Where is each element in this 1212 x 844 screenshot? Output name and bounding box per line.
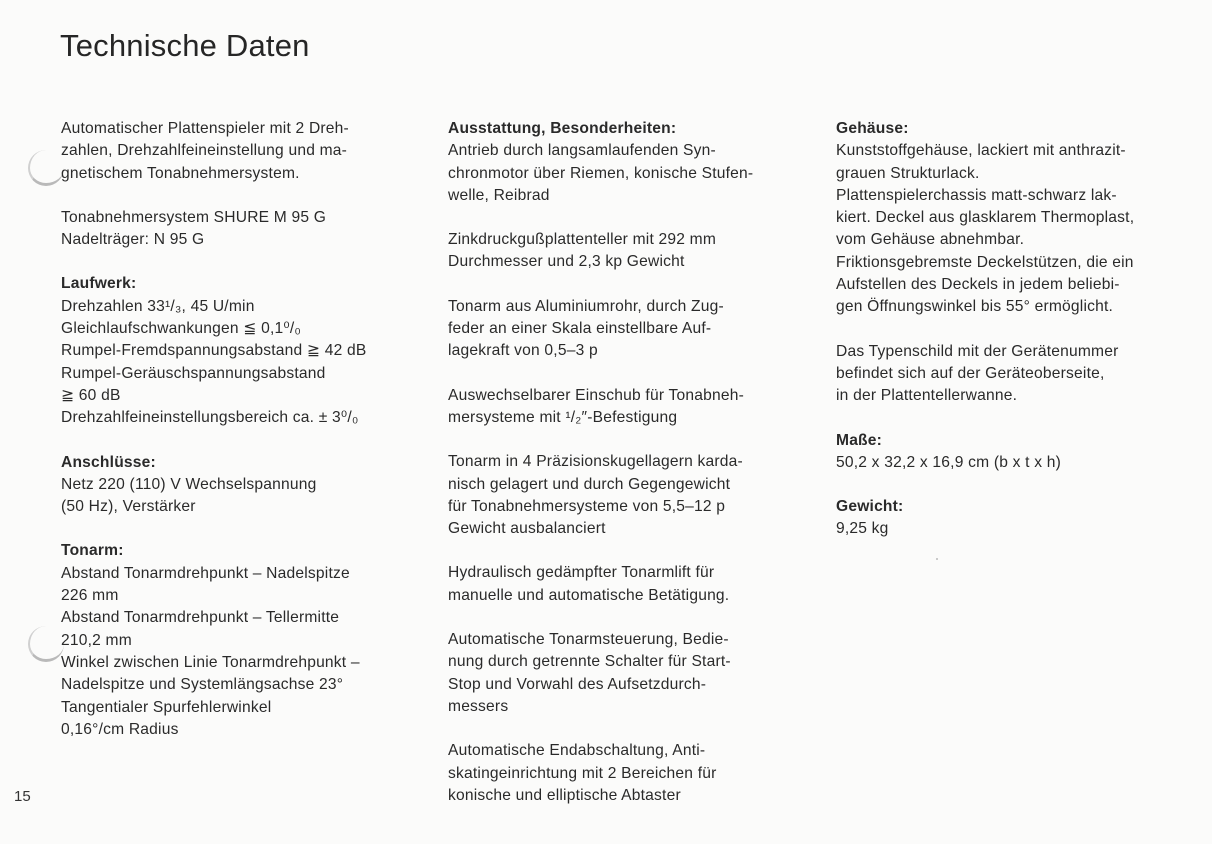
spec-line: mersysteme mit ¹/₂″-Befestigung <box>448 408 678 426</box>
spec-line: Tonabnehmersystem SHURE M 95 G <box>61 208 327 226</box>
spec-line: Tonarm aus Aluminiumrohr, durch Zug- <box>448 297 724 315</box>
spec-line: Automatischer Plattenspieler mit 2 Dreh- <box>61 120 349 137</box>
spec-line: Gewicht ausbalanciert <box>448 520 606 538</box>
column-left <box>61 118 426 763</box>
spec-block <box>836 430 1181 475</box>
spec-block <box>448 118 808 207</box>
spec-line: gnetischem Tonabnehmersystem. <box>61 164 300 182</box>
column-middle <box>448 118 808 829</box>
spec-line: Nadelträger: N 95 G <box>61 231 205 249</box>
spec-line: nung durch getrennte Schalter für Start- <box>448 653 731 671</box>
spec-line: Aufstellen des Deckels in jedem beliebi- <box>836 276 1120 294</box>
spec-line: Abstand Tonarmdrehpunkt – Tellermitte <box>61 609 340 627</box>
spec-line: grauen Strukturlack. <box>836 164 980 182</box>
spec-line: Automatische Endabschaltung, Anti- <box>448 742 706 760</box>
spec-line: Kunststoffgehäuse, lackiert mit anthrazit- <box>836 142 1126 160</box>
spec-line: Das Typenschild mit der Gerätenummer <box>836 342 1119 360</box>
spec-line: zahlen, Drehzahlfeineinstellung und ma- <box>61 142 348 160</box>
spec-line: 50,2 x 32,2 x 16,9 cm (b x t x h) <box>836 453 1062 471</box>
section-heading: Laufwerk: <box>61 275 137 293</box>
spec-block <box>61 540 426 741</box>
spec-block <box>448 385 808 430</box>
spec-line: ≧ 60 dB <box>61 386 121 404</box>
spec-block <box>448 629 808 718</box>
spec-block <box>61 273 426 429</box>
spec-line: Friktionsgebremste Deckelstützen, die ein <box>836 253 1134 271</box>
section-heading: Tonarm: <box>61 542 124 560</box>
punch-hole-mark <box>28 626 64 662</box>
spec-line: Abstand Tonarmdrehpunkt – Nadelspitze <box>61 564 350 582</box>
spec-line: (50 Hz), Verstärker <box>61 498 196 516</box>
spec-line: Tangentialer Spurfehlerwinkel <box>61 698 272 716</box>
page-title: Technische Daten <box>60 28 310 63</box>
section-heading: Anschlüsse: <box>61 453 156 471</box>
spec-line: Automatische Tonarmsteuerung, Bedie- <box>448 631 729 649</box>
spec-block <box>61 118 426 185</box>
spec-line: Antrieb durch langsamlaufenden Syn- <box>448 142 716 160</box>
spec-line: kiert. Deckel aus glasklarem Thermoplast, <box>836 209 1135 227</box>
spec-line: für Tonabnehmersysteme von 5,5–12 p <box>448 497 726 515</box>
spec-line: in der Plattentellerwanne. <box>836 387 1018 405</box>
spec-line: Netz 220 (110) V Wechselspannung <box>61 475 317 493</box>
spec-line: nisch gelagert und durch Gegengewicht <box>448 475 731 493</box>
spec-line: Tonarm in 4 Präzisionskugellagern karda- <box>448 453 743 471</box>
spec-line: feder an einer Skala einstellbare Auf- <box>448 320 712 338</box>
spec-block <box>836 496 1181 541</box>
spec-line: gen Öffnungswinkel bis 55° ermöglicht. <box>836 298 1114 316</box>
spec-block <box>448 562 808 607</box>
spec-block <box>448 229 808 274</box>
punch-hole-mark <box>28 150 64 186</box>
spec-line: 210,2 mm <box>61 631 132 649</box>
spec-line: Durchmesser und 2,3 kp Gewicht <box>448 253 685 271</box>
spec-line: Stop und Vorwahl des Aufsetzdurch- <box>448 675 707 693</box>
spec-line: befindet sich auf der Geräteoberseite, <box>836 364 1105 382</box>
spec-block <box>448 451 808 540</box>
spec-line: manuelle und automatische Betätigung. <box>448 586 730 604</box>
spec-line: 9,25 kg <box>836 520 889 538</box>
spec-line: Drehzahlen 33¹/₃, 45 U/min <box>61 297 255 315</box>
spec-line: Winkel zwischen Linie Tonarmdrehpunkt – <box>61 653 360 671</box>
section-heading: Ausstattung, Besonderheiten: <box>448 120 677 137</box>
spec-line: Auswechselbarer Einschub für Tonabneh- <box>448 386 744 404</box>
spec-line: Zinkdruckgußplattenteller mit 292 mm <box>448 231 717 249</box>
spec-line: welle, Reibrad <box>448 186 550 204</box>
spec-block <box>448 740 808 807</box>
spec-line: Hydraulisch gedämpfter Tonarmlift für <box>448 564 715 582</box>
spec-line: 0,16°/cm Radius <box>61 720 179 738</box>
spec-line: Nadelspitze und Systemlängsachse 23° <box>61 676 344 694</box>
spec-block <box>448 296 808 363</box>
section-heading: Maße: <box>836 431 883 449</box>
spec-block <box>836 118 1181 319</box>
spec-block <box>836 341 1181 408</box>
spec-line: vom Gehäuse abnehmbar. <box>836 231 1025 249</box>
spec-block <box>61 452 426 519</box>
spec-line: Rumpel-Fremdspannungsabstand ≧ 42 dB <box>61 342 367 360</box>
spec-line: chronmotor über Riemen, konische Stufen- <box>448 164 754 182</box>
spec-line: 226 mm <box>61 587 119 605</box>
section-heading: Gewicht: <box>836 498 904 516</box>
spec-line: Rumpel-Geräuschspannungsabstand <box>61 364 326 382</box>
column-right <box>836 118 1181 563</box>
page-number: 15 <box>14 788 31 805</box>
spec-line: konische und elliptische Abtaster <box>448 786 681 804</box>
section-heading: Gehäuse: <box>836 120 909 137</box>
spec-line: skatingeinrichtung mit 2 Bereichen für <box>448 764 717 782</box>
spec-block <box>61 207 426 252</box>
spec-line: messers <box>448 697 509 715</box>
spec-line: Gleichlaufschwankungen ≦ 0,1⁰/₀ <box>61 320 302 338</box>
spec-line: Drehzahlfeineinstellungsbereich ca. ± 3⁰/₀ <box>61 409 359 427</box>
spec-line: lagekraft von 0,5–3 p <box>448 342 598 360</box>
spec-line: Plattenspielerchassis matt-schwarz lak- <box>836 186 1117 204</box>
